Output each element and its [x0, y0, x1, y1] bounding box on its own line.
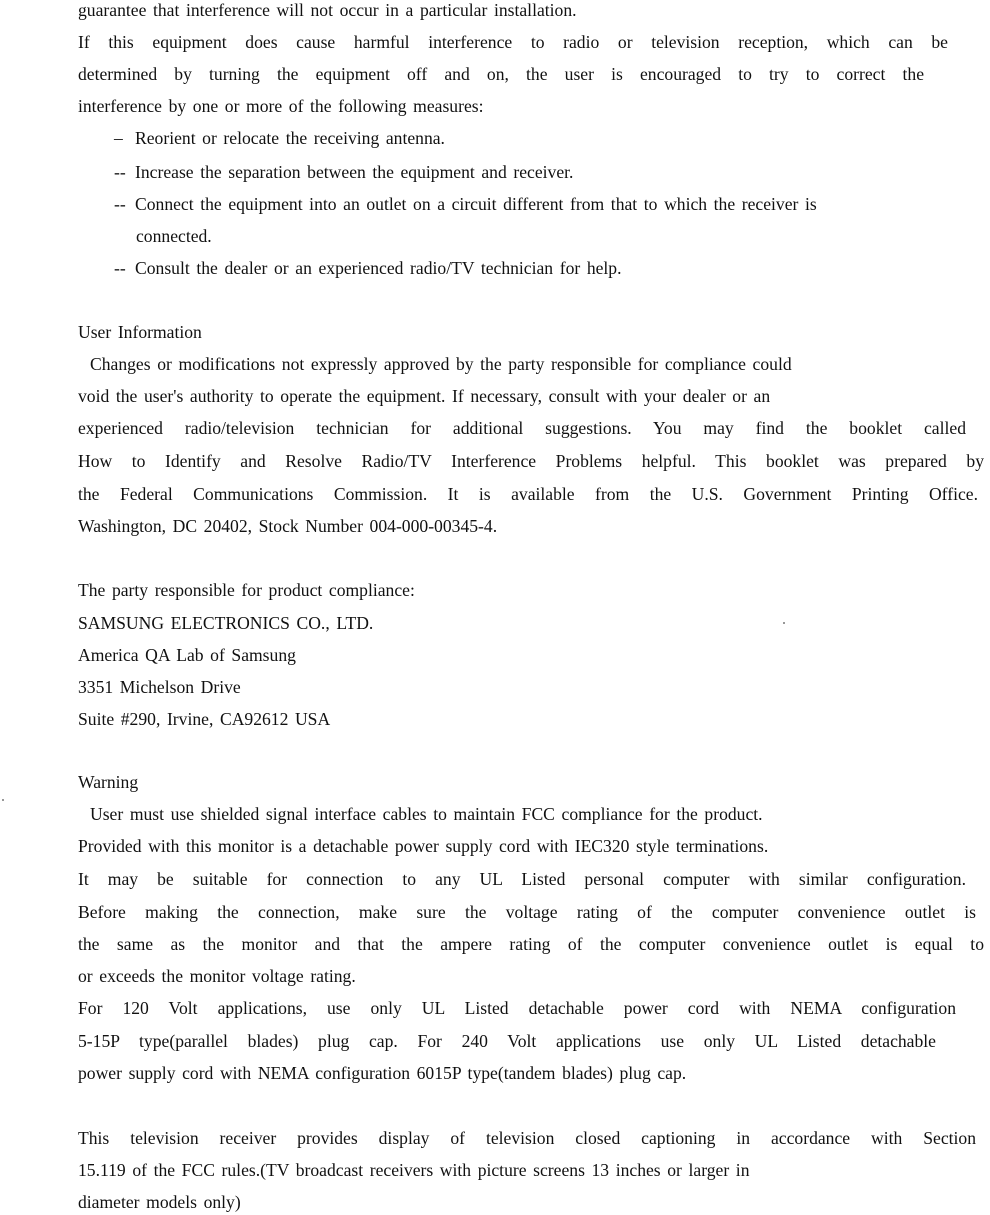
- party-city: Suite #290, Irvine, CA92612 USA: [78, 709, 331, 729]
- measure-text: Connect the equipment into an outlet on a circuit different from that to which the receiver is: [135, 194, 817, 214]
- user-info-line: Changes or modifications not expressly approved by the party responsible for compliance could: [90, 354, 792, 374]
- measure-dash: –: [114, 128, 123, 148]
- warning-line: Provided with this monitor is a detachable power supply cord with IEC320 style terminations.: [78, 836, 769, 856]
- measure-dash: --: [114, 258, 126, 278]
- warning-line: Before making the connection, make sure the voltage rating of the computer convenience outlet is: [78, 902, 976, 922]
- user-info-line: the Federal Communications Commission. It is available from the U.S. Government Printing Office.: [78, 484, 978, 504]
- party-company: SAMSUNG ELECTRONICS CO., LTD.: [78, 613, 374, 633]
- user-info-line: How to Identify and Resolve Radio/TV Interference Problems helpful. This booklet was prepared by: [78, 451, 984, 471]
- measure-text: Increase the separation between the equipment and receiver.: [135, 162, 574, 182]
- intro-line: If this equipment does cause harmful interference to radio or television reception, which can be: [78, 32, 948, 52]
- measure-text: Reorient or relocate the receiving antenna.: [135, 128, 445, 148]
- user-info-line: experienced radio/television technician for additional suggestions. You may find the booklet called: [78, 418, 966, 438]
- measure-item: [114, 194, 817, 214]
- captioning-line: This television receiver provides display of television closed captioning in accordance with Section: [78, 1128, 976, 1148]
- warning-line: the same as the monitor and that the ampere rating of the computer convenience outlet is equal to: [78, 934, 984, 954]
- captioning-line: 15.119 of the FCC rules.(TV broadcast receivers with picture screens 13 inches or larger in: [78, 1160, 750, 1180]
- measure-item: [114, 128, 445, 148]
- measure-text: Consult the dealer or an experienced radio/TV technician for help.: [135, 258, 622, 278]
- captioning-line: diameter models only): [78, 1192, 241, 1212]
- party-intro: The party responsible for product compliance:: [78, 580, 415, 600]
- warning-line: 5-15P type(parallel blades) plug cap. For 240 Volt applications use only UL Listed detachable: [78, 1031, 936, 1051]
- party-lab: America QA Lab of Samsung: [78, 645, 296, 665]
- measure-continuation: connected.: [136, 226, 212, 246]
- user-info-line: Washington, DC 20402, Stock Number 004-000-00345-4.: [78, 516, 498, 536]
- measure-dash: --: [114, 162, 126, 182]
- warning-line: For 120 Volt applications, use only UL Listed detachable power cord with NEMA configuration: [78, 998, 956, 1018]
- warning-heading: Warning: [78, 772, 139, 792]
- measure-dash: --: [114, 194, 126, 214]
- warning-line: or exceeds the monitor voltage rating.: [78, 966, 356, 986]
- user-info-line: void the user's authority to operate the equipment. If necessary, consult with your dealer or an: [78, 386, 771, 406]
- user-info-heading: User Information: [78, 322, 202, 342]
- measure-item: [114, 162, 573, 182]
- scan-speck: [2, 799, 4, 801]
- intro-line: interference by one or more of the following measures:: [78, 96, 484, 116]
- scan-speck: [783, 622, 785, 624]
- warning-line: It may be suitable for connection to any UL Listed personal computer with similar configuration.: [78, 869, 966, 889]
- warning-line: power supply cord with NEMA configuration 6015P type(tandem blades) plug cap.: [78, 1063, 687, 1083]
- intro-line: determined by turning the equipment off and on, the user is encouraged to try to correct the: [78, 64, 924, 84]
- measure-item: [114, 258, 622, 278]
- warning-line: User must use shielded signal interface cables to maintain FCC compliance for the product.: [90, 804, 763, 824]
- intro-line: guarantee that interference will not occur in a particular installation.: [78, 0, 577, 20]
- party-street: 3351 Michelson Drive: [78, 677, 241, 697]
